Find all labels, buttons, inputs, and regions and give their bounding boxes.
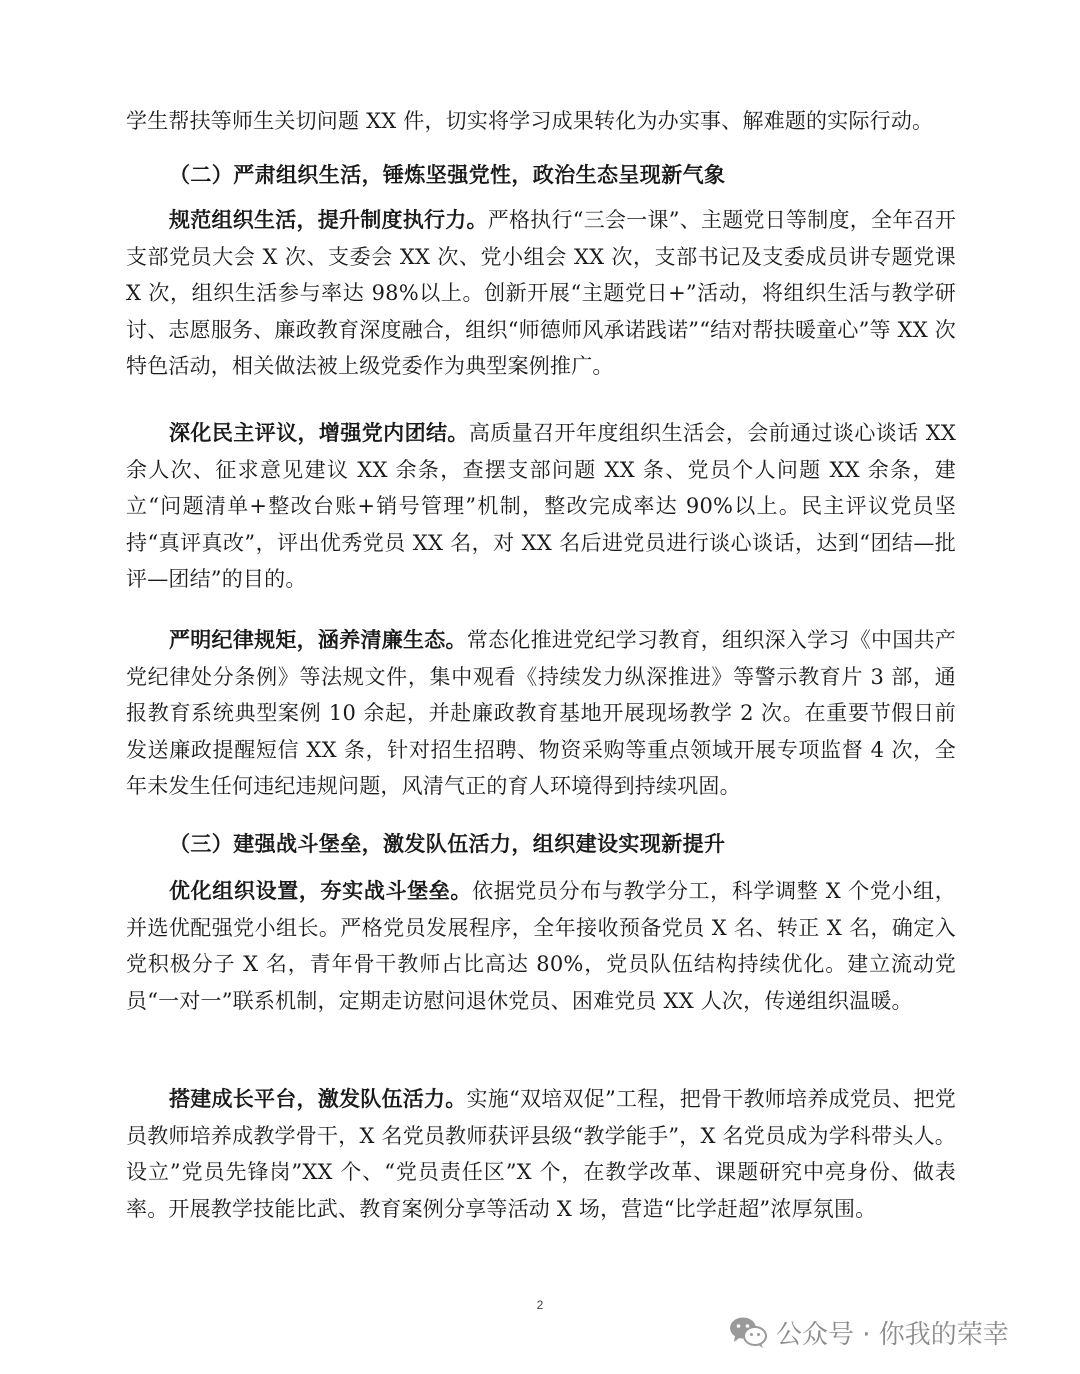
- paragraph-body: 高质量召开年度组织生活会，会前通过谈心谈话 XX 余人次、征求意见建议 XX 余条，查摆支部问题 XX 条、党员个人问题 XX 余条，建立“问题清单+整改台账+销号管理”机制，整改完成率达 90%以上。民主评议党员坚持“真评真改”，评出优秀党员 XX 名，对 XX 名后进党员进行谈心谈话，达到“团结—批评—团结”的目的。: [126, 421, 956, 591]
- paragraph-organizational-life: [126, 202, 956, 385]
- paragraph-growth-platform: [126, 1081, 956, 1227]
- section-heading-2: （二）严肃组织生活，锤炼坚强党性，政治生态呈现新气象: [169, 162, 726, 187]
- watermark: [728, 1310, 1009, 1354]
- paragraph-lead: 严明纪律规矩，涵养清廉生态。: [169, 627, 467, 652]
- paragraph-organization-setup: [126, 873, 956, 1019]
- paragraph-body: 常态化推进党纪学习教育，组织深入学习《中国共产党纪律处分条例》等法规文件，集中观看《持续发力纵深推进》等警示教育片 3 部，通报教育系统典型案例 10 余起，并赴廉政教育基地开展现场教学 2 次。在重要节假日前发送廉政提醒短信 XX 条，针对招生招聘、物资采购等重点领域开展专项监督 4 次，全年未发生任何违纪违规问题，风清气正的育人环境得到持续巩固。: [126, 628, 956, 798]
- paragraph-discipline: [126, 622, 956, 805]
- page-number: 2: [536, 1298, 544, 1312]
- paragraph-lead: 深化民主评议，增强党内团结。: [169, 420, 469, 445]
- paragraph-body: 实施“双培双促”工程，把骨干教师培养成党员、把党员教师培养成教学骨干，X 名党员教师获评县级“教学能手”，X 名党员成为学科带头人。设立”党员先锋岗”XX 个、“党员责任区”X 个，在教学改革、课题研究中亮身份、做表率。开展教学技能比武、教育案例分享等活动 X 场，营造“比学赶超”浓厚氛围。: [126, 1087, 956, 1221]
- paragraph-body: 严格执行“三会一课”、主题党日等制度，全年召开支部党员大会 X 次、支委会 XX 次、党小组会 XX 次，支部书记及支委成员讲专题党课 X 次，组织生活参与率达 98%以上。创新开展“主题党日+”活动，将组织生活与教学研讨、志愿服务、廉政教育深度融合，组织“师德师风承诺践诺”“结对帮扶暖童心”等 XX 次特色活动，相关做法被上级党委作为典型案例推广。: [126, 208, 956, 378]
- watermark-text: 公众号 · 你我的荣幸: [776, 1319, 1009, 1350]
- section-heading-3: （三）建强战斗堡垒，激发队伍活力，组织建设实现新提升: [169, 831, 726, 856]
- paragraph-democratic-review: [126, 415, 956, 598]
- paragraph-lead: 规范组织生活，提升制度执行力。: [169, 207, 488, 232]
- paragraph-lead: 搭建成长平台，激发队伍活力。: [169, 1086, 467, 1111]
- paragraph-continuation: 学生帮扶等师生关切问题 XX 件，切实将学习成果转化为办实事、解难题的实际行动。: [126, 109, 934, 133]
- wechat-icon: [728, 1315, 768, 1349]
- paragraph-body: 依据党员分布与教学分工，科学调整 X 个党小组，并选优配强党小组长。严格党员发展程序，全年接收预备党员 X 名、转正 X 名，确定入党积极分子 X 名，青年骨干教师占比高达 80%，党员队伍结构持续优化。建立流动党员“一对一”联系机制，定期走访慰问退休党员、困难党员 XX 人次，传递组织温暖。: [126, 879, 956, 1013]
- paragraph-lead: 优化组织设置，夯实战斗堡垒。: [169, 878, 473, 903]
